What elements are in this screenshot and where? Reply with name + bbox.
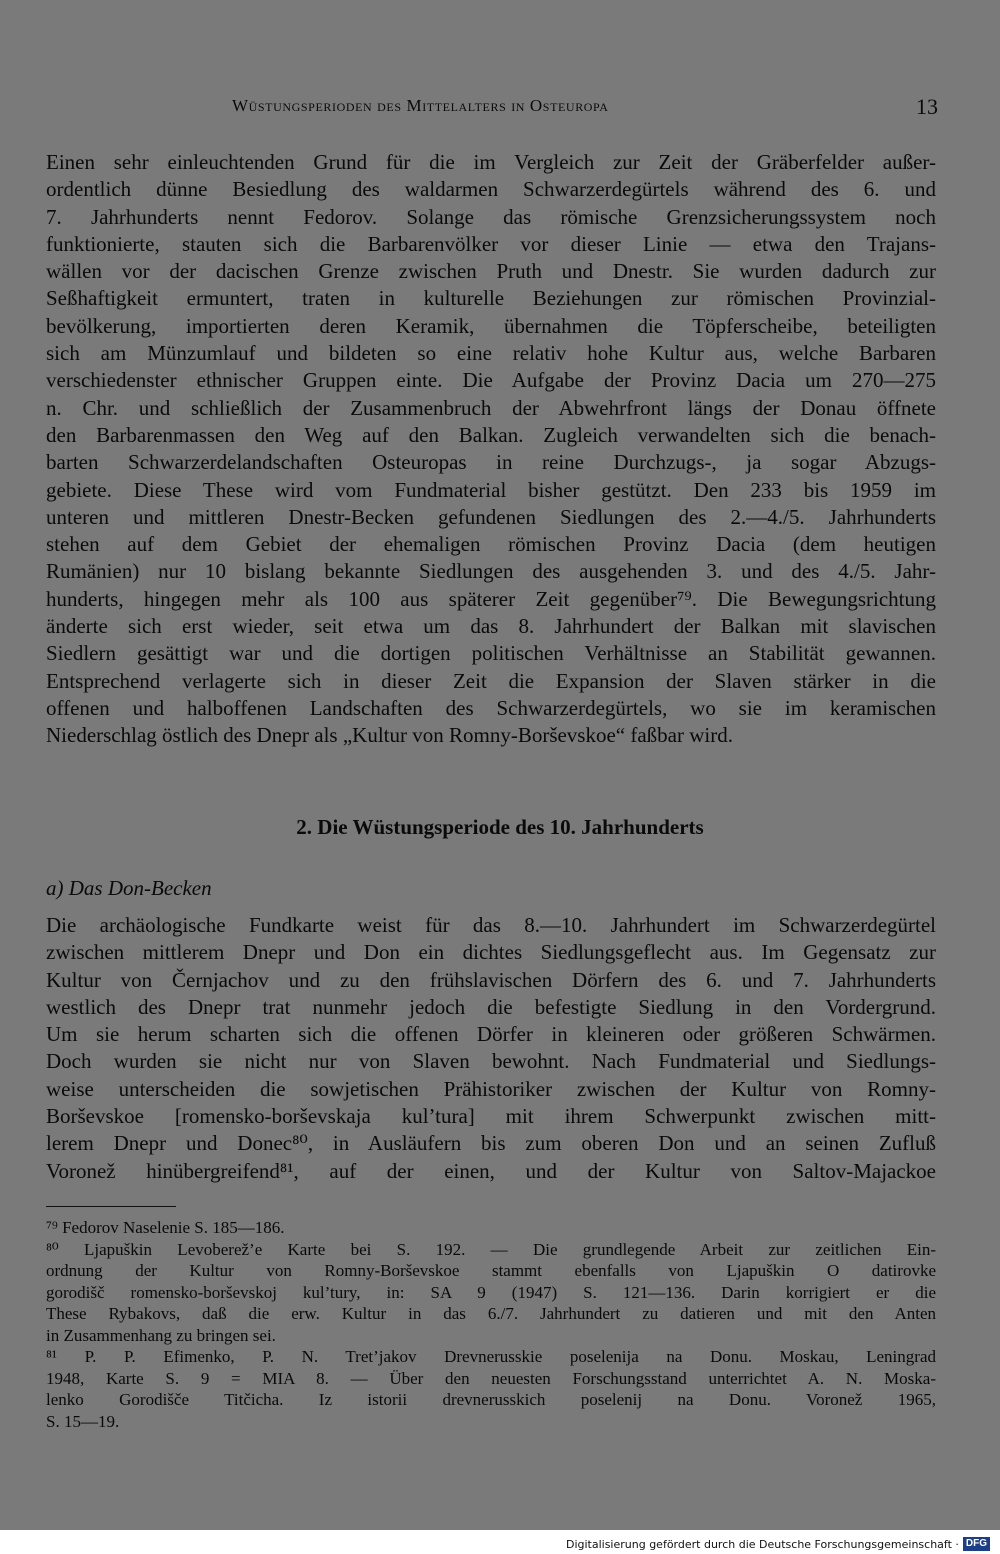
- footnote-line: gorodišč romensko-borševskoj kul’tury, in: SA 9 (1947) S. 121—136. Darin korrigiert er die: [46, 1282, 936, 1302]
- text-line: Entsprechend verlagerte sich in dieser Zeit die Expansion der Slaven stärker in die: [46, 668, 936, 693]
- text-line: Siedlern gesättigt war und die dortigen politischen Verhältnisse an Stabilität gewannen.: [46, 641, 936, 666]
- text-line: Voronež hinübergreifend⁸¹, auf der einen, und der Kultur von Saltov-Majackoe: [46, 1158, 936, 1183]
- text-line: Doch wurden sie nicht nur von Slaven bewohnt. Nach Fundmaterial und Siedlungs-: [46, 1049, 936, 1074]
- footnote-line: ordnung der Kultur von Romny-Borševskoe stammt ebenfalls von Ljapuškin O datirovke: [46, 1261, 936, 1280]
- text-line: Einen sehr einleuchtenden Grund für die im Vergleich zur Zeit der Gräberfelder außer-: [46, 150, 936, 174]
- text-line: gebiete. Diese These wird vom Fundmaterial bisher gestützt. Den 233 bis 1959 im: [46, 477, 936, 502]
- text-line: Borševskoe [romensko-borševskaja kul’tura] mit ihrem Schwerpunkt zwischen mitt-: [46, 1104, 936, 1129]
- text-line: lerem Dnepr und Donec⁸⁰, in Ausläufern bis zum oberen Don und an seinen Zufluß: [46, 1131, 936, 1156]
- text-line: n. Chr. und schließlich der Zusammenbruch der Abwehrfront längs der Donau öffnete: [46, 395, 936, 420]
- text-line: zwischen mittlerem Dnepr und Don ein dichtes Siedlungsgeflecht aus. Im Gegensatz zur: [46, 940, 936, 965]
- text-line: Rumänien) nur 10 bislang bekannte Siedlungen des ausgehenden 3. und des 4./5. Jahr-: [46, 559, 936, 584]
- page-number: 13: [916, 94, 938, 119]
- footnote-line: ⁷⁹ Fedorov Naselenie S. 185—186.: [46, 1218, 285, 1237]
- footnote-line: These Rybakovs, daß die erw. Kultur in das 6./7. Jahrhundert zu datieren und mit den Anten: [46, 1304, 936, 1323]
- section-1-text: [46, 149, 936, 750]
- text-line: offenen und halboffenen Landschaften des Schwarzerdegürtels, wo sie im keramischen: [46, 695, 936, 720]
- text-line: Kultur von Černjachov und zu den frühslavischen Dörfern des 6. und 7. Jahrhunderts: [46, 967, 936, 992]
- footnote-line: 1948, Karte S. 9 = MIA 8. — Über den neuesten Forschungsstand unterrichtet A. N. Moska-: [46, 1368, 936, 1388]
- text-line: Niederschlag östlich des Dnepr als „Kultur von Romny-Borševskoe“ faßbar wird.: [46, 723, 733, 748]
- text-line: funktionierte, stauten sich die Barbarenvölker vor dieser Linie — etwa den Trajans-: [46, 231, 936, 256]
- footnotes: [46, 1217, 936, 1432]
- text-line: wällen vor der dacischen Grenze zwischen Pruth und Dnestr. Sie wurden dadurch zur: [46, 259, 936, 284]
- text-line: den Barbarenmassen den Weg auf den Balkan. Zugleich verwandelten sich die benach-: [46, 422, 936, 447]
- section-heading: 2. Die Wüstungsperiode des 10. Jahrhunderts: [296, 815, 704, 839]
- text-line: weise unterscheiden die sowjetischen Prähistoriker zwischen der Kultur von Romny-: [46, 1076, 936, 1101]
- text-line: westlich des Dnepr trat nunmehr jedoch die befestigte Siedlung in den Vordergrund.: [46, 994, 936, 1019]
- text-line: 7. Jahrhunderts nennt Fedorov. Solange das römische Grenzsicherungssystem noch: [46, 204, 936, 229]
- text-line: Seßhaftigkeit ermuntert, traten in kulturelle Beziehungen zur römischen Provinzial-: [46, 286, 936, 311]
- subsection-heading: a) Das Don-Becken: [46, 876, 212, 900]
- text-line: sich am Münzumlauf und bildeten so eine relativ hohe Kultur aus, welche Barbaren: [46, 341, 936, 366]
- credit-text: Digitalisierung gefördert durch die Deutsche Forschungsgemeinschaft ·: [565, 1537, 959, 1551]
- footnote-line: ⁸¹ P. P. Efimenko, P. N. Tret’jakov Drevnerusskie poselenija na Donu. Moskau, Leningrad: [46, 1347, 936, 1366]
- dfg-logo: DFG: [963, 1537, 990, 1551]
- footnote-line: lenko Gorodišče Titčicha. Iz istorii drevnerusskich poselenij na Donu. Voronež 1965,: [46, 1390, 936, 1409]
- text-line: bevölkerung, importierten deren Keramik, übernahmen die Töpferscheibe, beteiligten: [46, 313, 936, 338]
- footnote-line: S. 15—19.: [46, 1411, 120, 1431]
- text-line: ordentlich dünne Besiedlung des waldarmen Schwarzerdegürtels während des 6. und: [46, 177, 936, 202]
- text-line: verschiedenster ethnischer Gruppen einte. Die Aufgabe der Provinz Dacia um 270—275: [46, 368, 936, 393]
- section-2-text: [46, 912, 936, 1185]
- text-line: stehen auf dem Gebiet der ehemaligen römischen Provinz Dacia (dem heutigen: [46, 532, 936, 557]
- footnote-divider: [46, 1206, 176, 1207]
- text-line: barten Schwarzerdelandschaften Osteuropas in reine Durchzugs-, ja sogar Abzugs-: [46, 450, 936, 475]
- footnote-line: in Zusammenhang zu bringen sei.: [46, 1325, 276, 1345]
- text-line: unteren und mittleren Dnestr-Becken gefundenen Siedlungen des 2.—4./5. Jahrhunderts: [46, 504, 936, 529]
- footnote-line: ⁸⁰ Ljapuškin Levoberež’e Karte bei S. 192. — Die grundlegende Arbeit zur zeitlichen Ein-: [46, 1239, 936, 1259]
- text-line: änderte sich erst wieder, seit etwa um das 8. Jahrhundert der Balkan mit slavischen: [46, 614, 936, 639]
- text-line: hunderts, hingegen mehr als 100 aus späterer Zeit gegenüber⁷⁹. Die Bewegungsrichtung: [46, 586, 936, 611]
- running-head: Wüstungsperioden des Mittelalters in Osteuropa: [232, 96, 609, 115]
- digitization-credit: [566, 1537, 990, 1551]
- text-line: Die archäologische Fundkarte weist für das 8.—10. Jahrhundert im Schwarzerdegürtel: [46, 913, 936, 937]
- text-line: Um sie herum scharten sich die offenen Dörfer in kleineren oder größeren Schwärmen.: [46, 1022, 936, 1047]
